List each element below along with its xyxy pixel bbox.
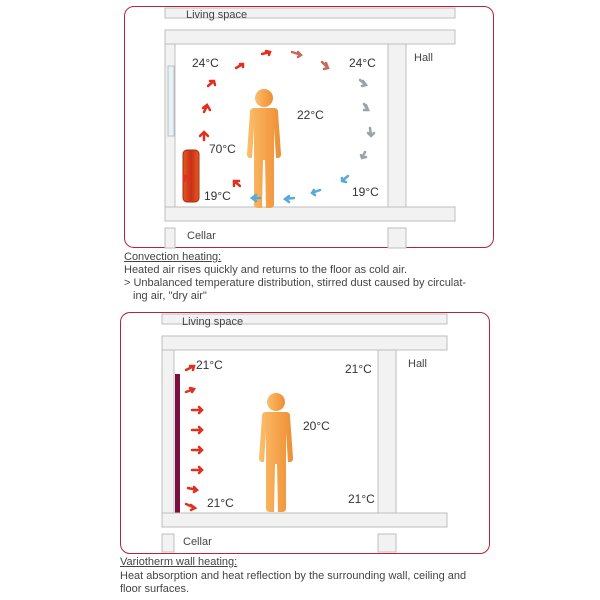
- temp-top-left: 24°C: [192, 56, 219, 70]
- person-icon: [259, 393, 293, 512]
- convection-building: [165, 8, 455, 248]
- convection-caption-title: Convection heating:: [124, 251, 222, 263]
- temp-top-right: 21°C: [345, 362, 372, 376]
- caption-line: > Unbalanced temperature distribution, stirred dust caused by circulat-: [124, 277, 467, 289]
- label-cellar: Cellar: [183, 536, 212, 548]
- caption-line: floor surfaces.: [120, 583, 190, 595]
- temp-top-left: 21°C: [196, 358, 223, 372]
- radiant-arrows: [186, 366, 202, 510]
- temp-person: 22°C: [297, 108, 324, 122]
- label-cellar: Cellar: [187, 230, 216, 242]
- label-living-space: Living space: [186, 9, 248, 21]
- temp-bottom-left: 19°C: [204, 189, 231, 203]
- variotherm-caption-title: Variotherm wall heating:: [120, 556, 238, 568]
- caption-line: ing air, "dry air": [133, 290, 207, 302]
- caption-line: Heated air rises quickly and returns to the floor as cold air.: [124, 264, 408, 276]
- temp-bottom-left: 21°C: [207, 496, 234, 510]
- temp-bottom-right: 19°C: [352, 185, 379, 199]
- temp-radiator: 70°C: [209, 142, 236, 156]
- temp-top-right: 24°C: [349, 56, 376, 70]
- label-living-space: Living space: [182, 316, 244, 328]
- label-hall: Hall: [408, 358, 427, 370]
- variotherm-caption-body: [120, 570, 500, 596]
- variotherm-building: [162, 314, 447, 552]
- person-icon: [247, 89, 281, 208]
- label-hall: Hall: [414, 52, 433, 64]
- temp-person: 20°C: [303, 419, 330, 433]
- convection-caption-body: [124, 264, 504, 303]
- temp-bottom-right: 21°C: [348, 492, 375, 506]
- caption-line: Heat absorption and heat reflection by the surrounding wall, ceiling and: [120, 570, 467, 582]
- wall-heater-icon: [175, 374, 180, 514]
